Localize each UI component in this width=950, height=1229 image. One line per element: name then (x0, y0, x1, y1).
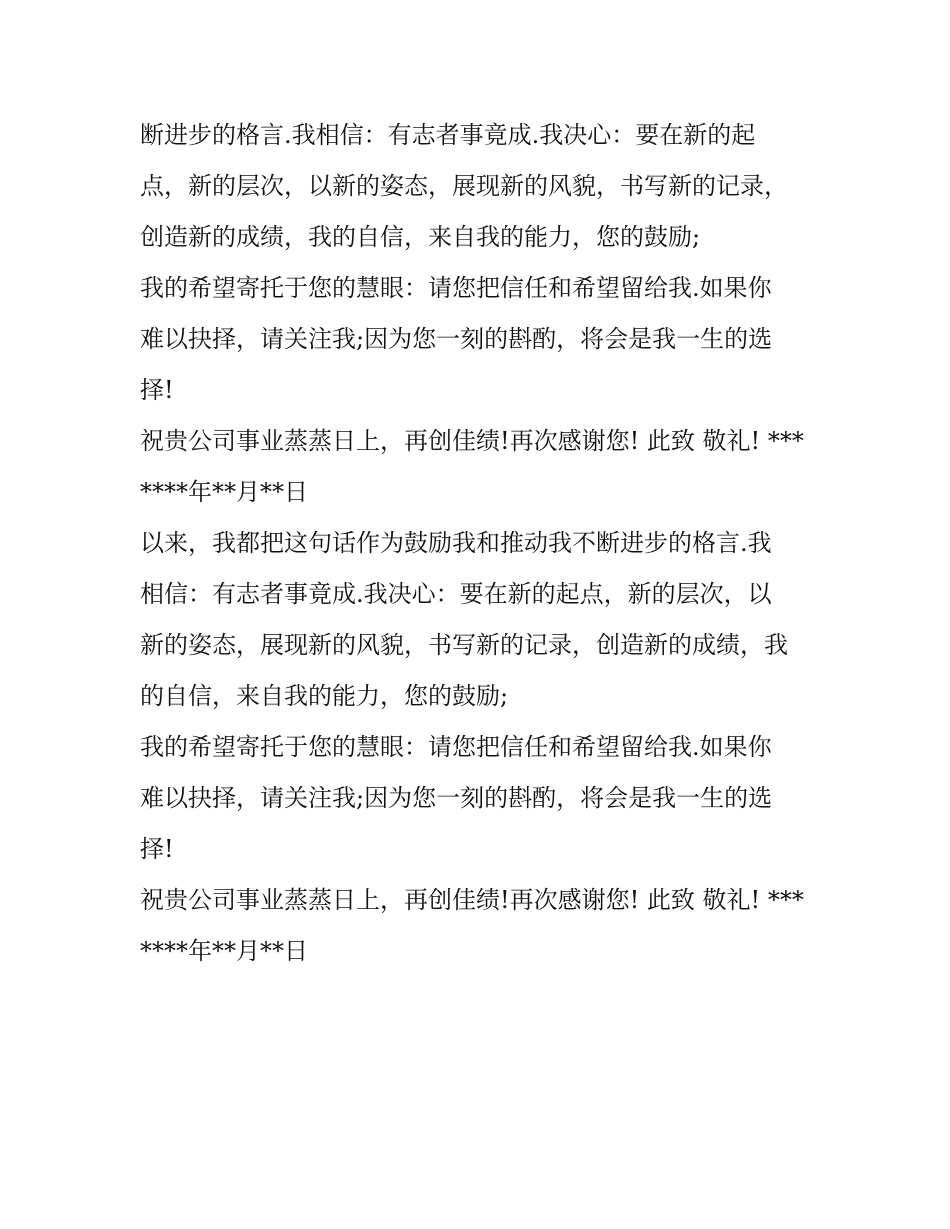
text-line: ****年**月**日 (140, 478, 308, 506)
text-line: 以来，我都把这句话作为鼓励我和推动我不断进步的格言.我 (140, 529, 772, 557)
text-line: 难以抉择，请关注我;因为您一刻的斟酌，将会是我一生的选 (140, 325, 773, 353)
text-line: 择! (140, 376, 174, 404)
text-line: 点，新的层次，以新的姿态，展现新的风貌，书写新的记录， (140, 172, 788, 200)
text-line: 祝贵公司事业蒸蒸日上，再创佳绩!再次感谢您! 此致 敬礼! *** (140, 886, 804, 914)
text-line: 择! (140, 835, 174, 863)
text-line: 我的希望寄托于您的慧眼：请您把信任和希望留给我.如果你 (140, 274, 772, 302)
text-line: 断进步的格言.我相信：有志者事竟成.我决心：要在新的起 (140, 121, 756, 149)
text-line: 的自信，来自我的能力，您的鼓励; (140, 682, 509, 710)
text-line: 相信：有志者事竟成.我决心：要在新的起点，新的层次，以 (140, 580, 772, 608)
document-body (140, 110, 820, 977)
text-line: 我的希望寄托于您的慧眼：请您把信任和希望留给我.如果你 (140, 733, 772, 761)
text-line: 祝贵公司事业蒸蒸日上，再创佳绩!再次感谢您! 此致 敬礼! *** (140, 427, 804, 455)
text-line: 新的姿态，展现新的风貌，书写新的记录，创造新的成绩，我 (140, 631, 788, 659)
text-line: 难以抉择，请关注我;因为您一刻的斟酌，将会是我一生的选 (140, 784, 773, 812)
text-line: 创造新的成绩，我的自信，来自我的能力，您的鼓励; (140, 223, 701, 251)
text-line: ****年**月**日 (140, 937, 308, 965)
